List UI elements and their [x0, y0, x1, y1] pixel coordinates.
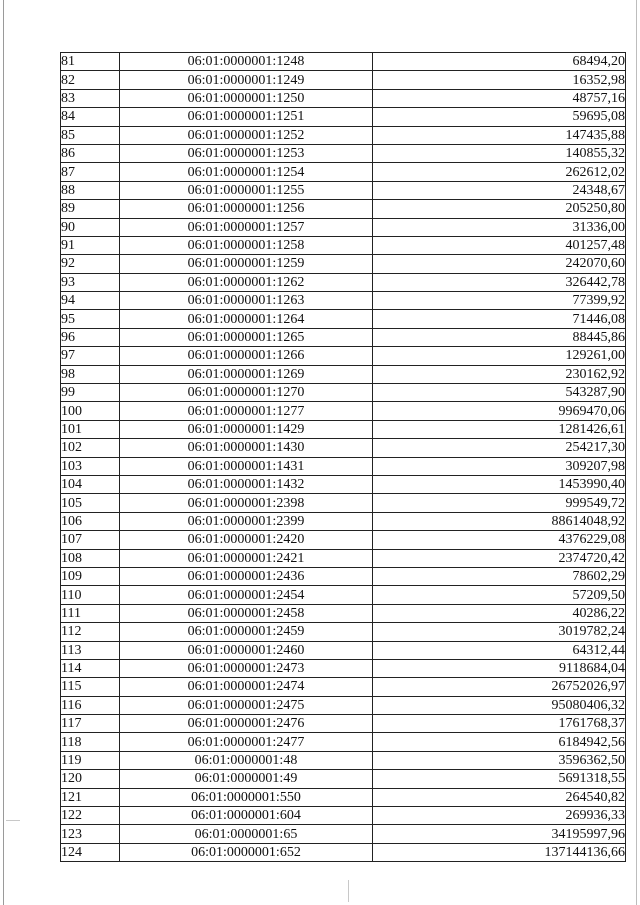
cadastral-number: 06:01:0000001:2436 [120, 567, 373, 585]
table-row [61, 89, 626, 107]
cadastral-value: 262612,02 [373, 163, 626, 181]
row-number: 108 [61, 549, 120, 567]
cadastral-number: 06:01:0000001:2458 [120, 604, 373, 622]
row-number: 87 [61, 163, 120, 181]
cadastral-number: 06:01:0000001:1263 [120, 292, 373, 310]
cadastral-number: 06:01:0000001:652 [120, 843, 373, 861]
cadastral-number: 06:01:0000001:2473 [120, 659, 373, 677]
row-number: 112 [61, 623, 120, 641]
row-number: 100 [61, 402, 120, 420]
cadastral-value: 242070,60 [373, 255, 626, 273]
row-number: 89 [61, 200, 120, 218]
cadastral-number: 06:01:0000001:1262 [120, 273, 373, 291]
cadastral-value: 1453990,40 [373, 475, 626, 493]
cadastral-value: 16352,98 [373, 71, 626, 89]
cadastral-number: 06:01:0000001:1251 [120, 108, 373, 126]
row-number: 96 [61, 328, 120, 346]
table-row [61, 696, 626, 714]
row-number: 93 [61, 273, 120, 291]
cadastral-value: 68494,20 [373, 53, 626, 71]
cadastral-number: 06:01:0000001:2454 [120, 586, 373, 604]
row-number: 109 [61, 567, 120, 585]
cadastral-value: 1761768,37 [373, 715, 626, 733]
cadastral-number: 06:01:0000001:1265 [120, 328, 373, 346]
cadastral-value: 147435,88 [373, 126, 626, 144]
cadastral-number: 06:01:0000001:65 [120, 825, 373, 843]
row-number: 83 [61, 89, 120, 107]
scan-mark [348, 880, 349, 902]
cadastral-number: 06:01:0000001:2421 [120, 549, 373, 567]
cadastral-value: 71446,08 [373, 310, 626, 328]
cadastral-value: 9969470,06 [373, 402, 626, 420]
cadastral-value: 77399,92 [373, 292, 626, 310]
cadastral-number: 06:01:0000001:49 [120, 770, 373, 788]
row-number: 81 [61, 53, 120, 71]
table-row [61, 108, 626, 126]
table-row [61, 347, 626, 365]
row-number: 121 [61, 788, 120, 806]
cadastral-value: 4376229,08 [373, 531, 626, 549]
table-row [61, 788, 626, 806]
cadastral-number: 06:01:0000001:48 [120, 751, 373, 769]
cadastral-value: 543287,90 [373, 384, 626, 402]
cadastral-value: 59695,08 [373, 108, 626, 126]
row-number: 97 [61, 347, 120, 365]
table-row [61, 475, 626, 493]
cadastral-value: 269936,33 [373, 807, 626, 825]
cadastral-number: 06:01:0000001:1259 [120, 255, 373, 273]
cadastral-number: 06:01:0000001:2398 [120, 494, 373, 512]
table-row [61, 402, 626, 420]
row-number: 94 [61, 292, 120, 310]
row-number: 88 [61, 181, 120, 199]
page-right-edge [636, 0, 637, 905]
table-row [61, 604, 626, 622]
table-row [61, 512, 626, 530]
cadastral-number: 06:01:0000001:1277 [120, 402, 373, 420]
table-row [61, 420, 626, 438]
row-number: 95 [61, 310, 120, 328]
row-number: 85 [61, 126, 120, 144]
cadastral-number: 06:01:0000001:1256 [120, 200, 373, 218]
cadastral-value: 1281426,61 [373, 420, 626, 438]
cadastral-value: 3596362,50 [373, 751, 626, 769]
cadastral-value: 40286,22 [373, 604, 626, 622]
cadastral-value: 230162,92 [373, 365, 626, 383]
cadastral-number: 06:01:0000001:550 [120, 788, 373, 806]
table-row [61, 770, 626, 788]
cadastral-value: 326442,78 [373, 273, 626, 291]
cadastral-value: 129261,00 [373, 347, 626, 365]
cadastral-number: 06:01:0000001:2420 [120, 531, 373, 549]
row-number: 105 [61, 494, 120, 512]
cadastral-value: 88614048,92 [373, 512, 626, 530]
cadastral-value: 5691318,55 [373, 770, 626, 788]
scan-mark [6, 820, 20, 821]
cadastral-value: 401257,48 [373, 236, 626, 254]
cadastral-number: 06:01:0000001:1252 [120, 126, 373, 144]
table-row [61, 825, 626, 843]
row-number: 98 [61, 365, 120, 383]
table-row [61, 292, 626, 310]
cadastral-number: 06:01:0000001:1269 [120, 365, 373, 383]
cadastral-number: 06:01:0000001:2474 [120, 678, 373, 696]
row-number: 120 [61, 770, 120, 788]
row-number: 110 [61, 586, 120, 604]
cadastral-value: 31336,00 [373, 218, 626, 236]
cadastral-value: 78602,29 [373, 567, 626, 585]
row-number: 123 [61, 825, 120, 843]
cadastral-value: 6184942,56 [373, 733, 626, 751]
table-row [61, 659, 626, 677]
table-row [61, 494, 626, 512]
cadastral-number: 06:01:0000001:1249 [120, 71, 373, 89]
row-number: 111 [61, 604, 120, 622]
cadastral-number: 06:01:0000001:1254 [120, 163, 373, 181]
land-parcel-table [60, 52, 626, 862]
table-row [61, 457, 626, 475]
cadastral-number: 06:01:0000001:1432 [120, 475, 373, 493]
table-row [61, 586, 626, 604]
cadastral-number: 06:01:0000001:2460 [120, 641, 373, 659]
cadastral-number: 06:01:0000001:1429 [120, 420, 373, 438]
cadastral-number: 06:01:0000001:2459 [120, 623, 373, 641]
row-number: 122 [61, 807, 120, 825]
table-row [61, 163, 626, 181]
row-number: 99 [61, 384, 120, 402]
cadastral-value: 57209,50 [373, 586, 626, 604]
row-number: 92 [61, 255, 120, 273]
cadastral-number: 06:01:0000001:604 [120, 807, 373, 825]
row-number: 115 [61, 678, 120, 696]
row-number: 117 [61, 715, 120, 733]
row-number: 116 [61, 696, 120, 714]
cadastral-value: 64312,44 [373, 641, 626, 659]
cadastral-number: 06:01:0000001:1266 [120, 347, 373, 365]
table-row [61, 181, 626, 199]
cadastral-number: 06:01:0000001:1264 [120, 310, 373, 328]
table-row [61, 255, 626, 273]
table-row [61, 71, 626, 89]
table-row [61, 365, 626, 383]
cadastral-number: 06:01:0000001:1255 [120, 181, 373, 199]
table-row [61, 218, 626, 236]
cadastral-value: 999549,72 [373, 494, 626, 512]
table-row [61, 567, 626, 585]
table-row [61, 531, 626, 549]
page-left-edge [3, 0, 4, 905]
table-row [61, 328, 626, 346]
row-number: 118 [61, 733, 120, 751]
row-number: 113 [61, 641, 120, 659]
row-number: 124 [61, 843, 120, 861]
table-row [61, 236, 626, 254]
cadastral-number: 06:01:0000001:1430 [120, 439, 373, 457]
row-number: 91 [61, 236, 120, 254]
cadastral-value: 9118684,04 [373, 659, 626, 677]
table-row [61, 273, 626, 291]
cadastral-number: 06:01:0000001:1257 [120, 218, 373, 236]
cadastral-value: 95080406,32 [373, 696, 626, 714]
cadastral-value: 26752026,97 [373, 678, 626, 696]
cadastral-value: 88445,86 [373, 328, 626, 346]
table-row [61, 678, 626, 696]
table-row [61, 384, 626, 402]
row-number: 103 [61, 457, 120, 475]
cadastral-value: 34195997,96 [373, 825, 626, 843]
table-row [61, 549, 626, 567]
cadastral-number: 06:01:0000001:1258 [120, 236, 373, 254]
table-body [61, 53, 626, 862]
table-row [61, 144, 626, 162]
row-number: 106 [61, 512, 120, 530]
row-number: 114 [61, 659, 120, 677]
table-row [61, 751, 626, 769]
cadastral-number: 06:01:0000001:2475 [120, 696, 373, 714]
row-number: 86 [61, 144, 120, 162]
cadastral-number: 06:01:0000001:1270 [120, 384, 373, 402]
table-row [61, 439, 626, 457]
cadastral-number: 06:01:0000001:2476 [120, 715, 373, 733]
table-row [61, 200, 626, 218]
cadastral-number: 06:01:0000001:2477 [120, 733, 373, 751]
row-number: 119 [61, 751, 120, 769]
cadastral-number: 06:01:0000001:1250 [120, 89, 373, 107]
cadastral-number: 06:01:0000001:2399 [120, 512, 373, 530]
table-row [61, 53, 626, 71]
cadastral-value: 254217,30 [373, 439, 626, 457]
table-row [61, 126, 626, 144]
cadastral-value: 137144136,66 [373, 843, 626, 861]
cadastral-value: 24348,67 [373, 181, 626, 199]
cadastral-value: 264540,82 [373, 788, 626, 806]
cadastral-value: 309207,98 [373, 457, 626, 475]
cadastral-value: 2374720,42 [373, 549, 626, 567]
cadastral-value: 205250,80 [373, 200, 626, 218]
row-number: 101 [61, 420, 120, 438]
row-number: 102 [61, 439, 120, 457]
table-row [61, 733, 626, 751]
table-row [61, 843, 626, 861]
row-number: 107 [61, 531, 120, 549]
row-number: 104 [61, 475, 120, 493]
cadastral-value: 3019782,24 [373, 623, 626, 641]
table-row [61, 641, 626, 659]
cadastral-number: 06:01:0000001:1431 [120, 457, 373, 475]
row-number: 84 [61, 108, 120, 126]
cadastral-value: 140855,32 [373, 144, 626, 162]
row-number: 90 [61, 218, 120, 236]
table-row [61, 623, 626, 641]
table-row [61, 310, 626, 328]
cadastral-value: 48757,16 [373, 89, 626, 107]
table-row [61, 715, 626, 733]
row-number: 82 [61, 71, 120, 89]
cadastral-number: 06:01:0000001:1248 [120, 53, 373, 71]
table-row [61, 807, 626, 825]
cadastral-number: 06:01:0000001:1253 [120, 144, 373, 162]
